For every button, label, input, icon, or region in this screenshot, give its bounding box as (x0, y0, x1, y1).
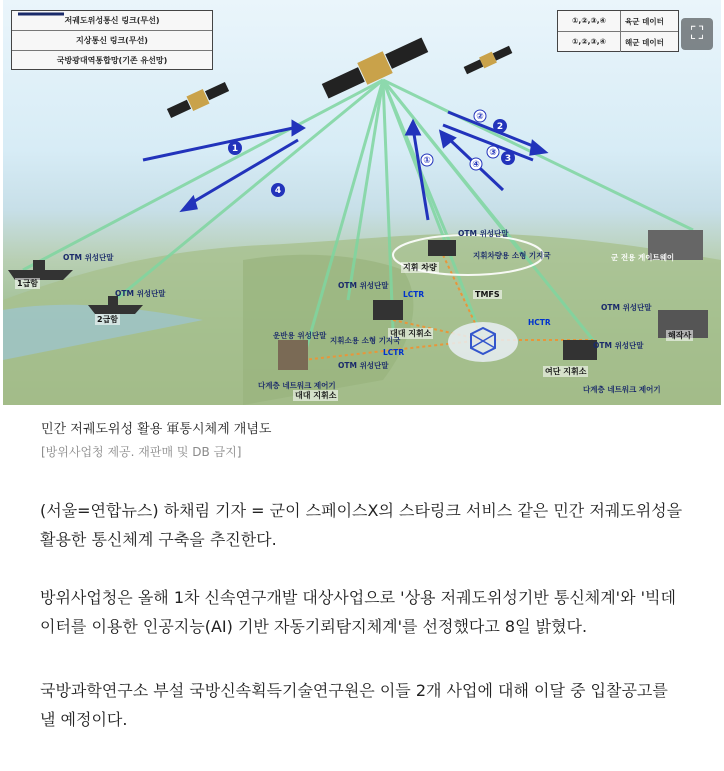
svg-text:①: ① (423, 156, 431, 166)
label-ship2: 2급함 (97, 315, 119, 324)
svg-text:2: 2 (496, 122, 504, 132)
label-portable-sat: 운반용 위성단말 (273, 331, 327, 340)
key-text: 해군 데이터 (625, 37, 664, 47)
diagram-legend (11, 10, 213, 70)
label-hq-division: 여단 지휘소 (545, 367, 587, 376)
label-tmfs: TMFS (475, 290, 500, 299)
regiment-vehicle-shape (373, 300, 403, 320)
satellite-main (320, 34, 430, 102)
legend-row-wired (12, 51, 212, 70)
command-vehicle-shape (428, 240, 456, 256)
article-paragraph: (서울=연합뉴스) 하채림 기자 = 군이 스페이스X의 스타링크 서비스 같은 민간 저궤도위성을 활용한 통신체계 구축을 추진한다. (40, 501, 683, 549)
satellite-left (166, 79, 231, 121)
label-lctr1: LCTR (403, 290, 425, 299)
key-row-army (558, 11, 678, 32)
satellite-right (463, 44, 513, 76)
label-multi1: 다계층 네트워크 제어기 (258, 381, 336, 390)
label-command-vehicle: 지휘 차량 (403, 263, 437, 272)
label-gateway: 군 전용 게이트웨이 (611, 253, 675, 262)
legend-label: 국방광대역통합망(기존 유선망) (56, 56, 168, 65)
svg-text:4: 4 (274, 186, 282, 196)
label-otm3: OTM 위성단말 (458, 229, 509, 238)
label-otm6: OTM 위성단말 (338, 361, 389, 370)
article-paragraph: 방위사업청은 올해 1차 신속연구개발 대상사업으로 '상용 저궤도위성기반 통신체계'와 '빅데이터를 이용한 인공지능(AI) 기반 자동기뢰탐지체계'를 선정했다고 8일 밝혔다. (40, 588, 676, 636)
label-hq-regiment: 대대 지휘소 (390, 329, 432, 338)
svg-text:③: ③ (489, 148, 497, 158)
legend-label: 저궤도위성통신 링크(무선) (64, 16, 160, 25)
label-otm7: OTM 위성단말 (593, 341, 644, 350)
key-row-navy (558, 32, 678, 52)
image-caption: 민간 저궤도위성 활용 軍통시체계 개념도 (41, 422, 272, 437)
key-text: 육군 데이터 (625, 16, 664, 26)
data-key-table (557, 10, 679, 52)
label-small-base: 지휘소용 소형 기지국 (330, 336, 401, 345)
svg-text:1: 1 (231, 144, 239, 154)
label-otm5: OTM 위성단말 (601, 303, 652, 312)
image-credit: [방위사업청 제공. 재판매 및 DB 금지] (41, 445, 242, 459)
concept-diagram-image (3, 0, 721, 405)
article-paragraph: 국방과학연구소 부설 국방신속획득기술연구원은 이들 2개 사업에 대해 이달 중 입찰공고를 낼 예정이다. (40, 681, 668, 729)
label-hctr: HCTR (528, 318, 551, 327)
label-multi2: 다계층 네트워크 제어기 (583, 385, 661, 394)
label-otm2: OTM 위성단말 (115, 289, 166, 298)
key-nums: ①,②,③,④ (558, 32, 621, 52)
network-hub (448, 322, 518, 362)
label-navy-hq: 해작사 (668, 331, 692, 340)
legend-row-ground (12, 31, 212, 51)
legend-label: 지상통신 링크(무선) (76, 36, 148, 45)
svg-text:④: ④ (472, 160, 480, 170)
label-otm1: OTM 위성단말 (63, 253, 114, 262)
label-portable-base: 지휘차량용 소형 기지국 (473, 251, 551, 260)
svg-text:3: 3 (504, 154, 512, 164)
label-otm4: OTM 위성단말 (338, 281, 389, 290)
label-hq-battalion: 대대 지휘소 (295, 391, 337, 400)
navy-line-icon (18, 11, 64, 17)
portable-sat-shape (278, 340, 308, 370)
division-vehicle-shape (563, 340, 597, 360)
key-nums: ①,②,③,④ (558, 11, 621, 31)
label-lctr2: LCTR (383, 348, 405, 357)
expand-icon[interactable]: ⛶ (681, 18, 713, 50)
label-ship1: 1급함 (17, 279, 39, 288)
ship-1 (8, 260, 73, 280)
svg-text:②: ② (476, 112, 484, 122)
